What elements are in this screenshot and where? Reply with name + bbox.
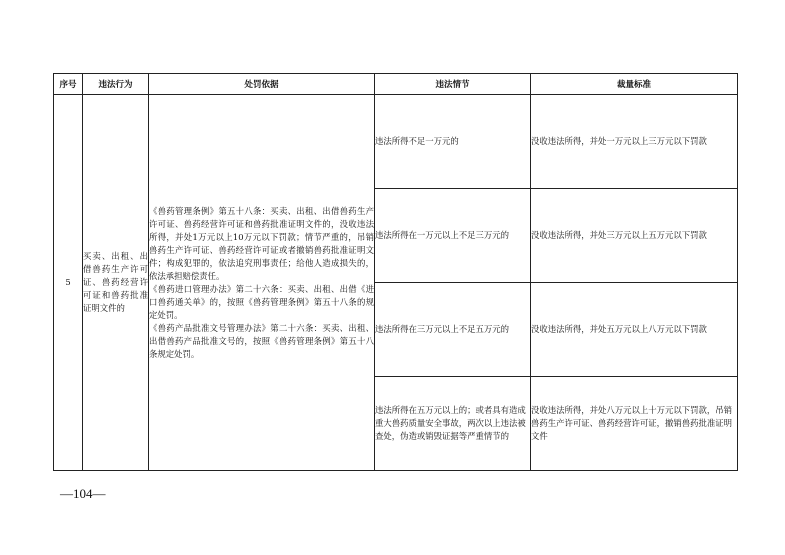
header-circumstance: 违法情节 [375, 74, 531, 95]
basis-cell [149, 95, 375, 471]
penalty-table [53, 73, 738, 471]
header-standard: 裁量标准 [531, 74, 738, 95]
standard-cell: 没收违法所得，并处三万元以上五万元以下罚款 [531, 189, 738, 283]
row-number: 5 [54, 95, 83, 471]
standard-cell: 没收违法所得，并处八万元以上十万元以下罚款，吊销兽药生产许可证、兽药经营许可证，撤销兽药批准证明文件 [531, 377, 738, 471]
circumstance-cell: 违法所得在五万元以上的；或者具有造成重大兽药质量安全事故，两次以上违法被查处，伪造或销毁证据等严重情节的 [375, 377, 531, 471]
standard-cell: 没收违法所得，并处五万元以上八万元以下罚款 [531, 283, 738, 377]
circumstance-cell: 违法所得在一万元以上不足三万元的 [375, 189, 531, 283]
standard-cell: 没收违法所得，并处一万元以上三万元以下罚款 [531, 95, 738, 189]
basis-paragraph: 《兽药进口管理办法》第二十六条：买卖、出租、出借《进口兽药通关单》的，按照《兽药管理条例》第五十八条的规定处罚。 [149, 283, 374, 320]
basis-paragraph: 《兽药管理条例》第五十八条：买卖、出租、出借兽药生产许可证、兽药经营许可证和兽药批准证明文件的，没收违法所得，并处1万元以上10万元以下罚款；情节严重的，吊销兽药生产许可证、兽药经营许可证或者撤销兽药批准证明文件；构成犯罪的，依法追究刑事责任；给他人造成损失的，依法承担赔偿责任。 [149, 205, 374, 281]
table-row [54, 95, 738, 189]
violation-cell: 买卖、出租、出借兽药生产许可证、兽药经营许可证和兽药批准证明文件的 [83, 95, 149, 471]
header-basis: 处罚依据 [149, 74, 375, 95]
page-number: —104— [60, 486, 106, 501]
header-violation: 违法行为 [83, 74, 149, 95]
circumstance-cell: 违法所得不足一万元的 [375, 95, 531, 189]
header-number: 序号 [54, 74, 83, 95]
table-header-row [54, 74, 738, 95]
basis-paragraph: 《兽药产品批准文号管理办法》第二十六条：买卖、出租、出借兽药产品批准文号的，按照《兽药管理条例》第五十八条规定处罚。 [149, 322, 374, 359]
circumstance-cell: 违法所得在三万元以上不足五万元的 [375, 283, 531, 377]
